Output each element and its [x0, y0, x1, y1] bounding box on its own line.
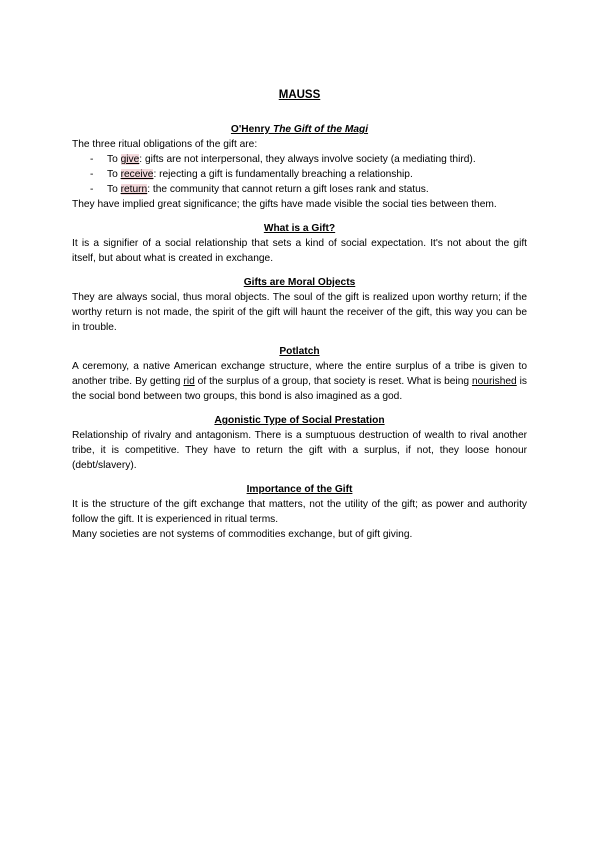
list-item-prefix: To — [107, 154, 121, 165]
paragraph-potlatch — [72, 359, 527, 404]
section-heading-what-is-gift: What is a Gift? — [263, 223, 336, 234]
document-title: MAUSS — [278, 89, 321, 101]
heading-prefix: O'Henry — [230, 124, 273, 135]
section-heading-moral-objects: Gifts are Moral Objects — [243, 277, 356, 288]
dash-bullet: - — [90, 184, 94, 195]
potlatch-text-3: is the social bond between two groups, this bond is also imagined as a god. — [72, 376, 528, 402]
list-item — [72, 152, 527, 167]
highlighted-term: give — [120, 154, 140, 165]
list-item-text: : gifts are not interpersonal, they always involve society (a mediating third). — [139, 154, 476, 165]
list-item — [72, 182, 527, 197]
list-item-text: : rejecting a gift is fundamentally breaching a relationship. — [153, 169, 413, 180]
highlighted-term: return — [120, 184, 148, 195]
heading-italic-title: The Gift of the Magi — [272, 124, 369, 135]
dash-bullet: - — [90, 169, 94, 180]
potlatch-text-1: A ceremony, a native American exchange structure, where the entire surplus of a tribe is given to another tribe. By getting — [72, 361, 527, 387]
obligations-outro: They have implied great significance; the gifts have made visible the social ties between them. — [72, 199, 497, 210]
section-heading-agonistic: Agonistic Type of Social Prestation — [214, 415, 385, 426]
paragraph-what-is-gift: It is a signifier of a social relationship that sets a kind of social expectation. It's not about the gift itself, but about what is created in exchange. — [72, 238, 527, 264]
underlined-term-nourished: nourished — [471, 376, 517, 387]
paragraph-importance-2: Many societies are not systems of commodities exchange, but of gift giving. — [72, 529, 413, 540]
section-heading-gift-of-magi — [72, 122, 527, 137]
list-item-prefix: To — [107, 184, 121, 195]
potlatch-text-2: of the surplus of a group, that society is reset. What is being — [194, 376, 472, 387]
paragraph-agonistic: Relationship of rivalry and antagonism. There is a sumptuous destruction of wealth to rival another tribe, it is competitive. They have to return the gift with a surplus, if not, they loose honour (debt/slavery). — [72, 430, 527, 471]
obligations-list — [72, 152, 527, 197]
underlined-term-rid: rid — [183, 376, 195, 387]
dash-bullet: - — [90, 154, 94, 165]
section-heading-potlatch: Potlatch — [279, 346, 320, 357]
paragraph-importance-1: It is the structure of the gift exchange that matters, not the utility of the gift; as power and authority follow the gift. It is experienced in ritual terms. — [72, 499, 527, 525]
list-item — [72, 167, 527, 182]
obligations-intro: The three ritual obligations of the gift are: — [72, 139, 258, 150]
highlighted-term: receive — [120, 169, 154, 180]
list-item-text: : the community that cannot return a gift loses rank and status. — [147, 184, 429, 195]
section-heading-importance: Importance of the Gift — [246, 484, 353, 495]
paragraph-moral-objects: They are always social, thus moral objects. The soul of the gift is realized upon worthy return; if the worthy return is not made, the spirit of the gift will haunt the receiver of the gift, this way you can be in trouble. — [72, 292, 527, 333]
list-item-prefix: To — [107, 169, 121, 180]
document-page — [72, 88, 527, 542]
